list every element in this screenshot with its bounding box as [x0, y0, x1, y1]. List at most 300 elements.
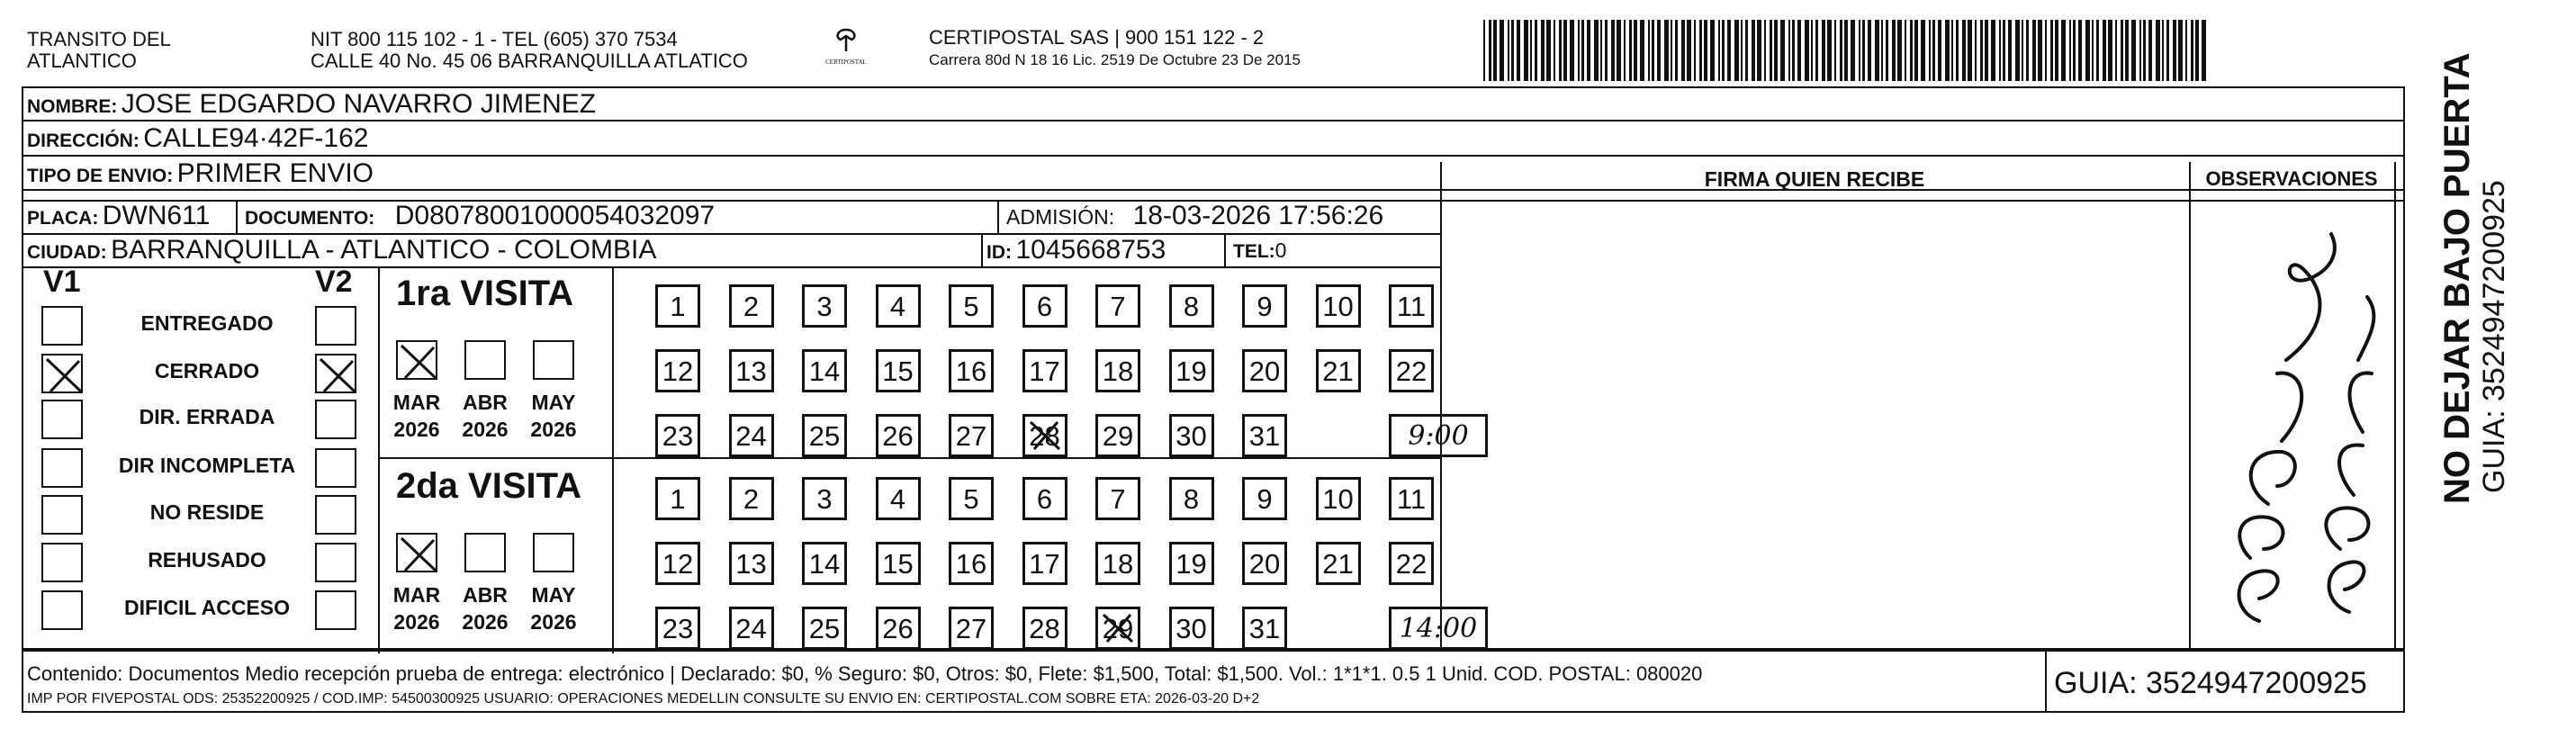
visit2-day-box[interactable]: 25	[802, 607, 847, 650]
tipo-label: TIPO DE ENVIO:	[27, 166, 174, 186]
tipo-envio-row	[27, 158, 374, 189]
v1-checkbox[interactable]	[41, 590, 83, 630]
id-cell	[986, 235, 1166, 266]
visit1-title: 1ra VISITA	[396, 274, 574, 313]
barcode-bar	[1752, 20, 1755, 81]
id-value: 1045668753	[1015, 235, 1166, 265]
visit2-month-checkbox[interactable]	[533, 533, 574, 572]
visit2-time-box[interactable]: 14:00	[1389, 607, 1488, 650]
day-mark-icon	[1025, 417, 1065, 454]
v1-checkbox[interactable]	[41, 354, 83, 393]
visit2-day-box[interactable]: 4	[876, 477, 921, 520]
barcode-bar	[1932, 20, 1935, 81]
visit2-day-box[interactable]: 28	[1022, 607, 1067, 650]
footer-print-line: IMP POR FIVEPOSTAL ODS: 25352200925 / COD.IMP: 54500300925 USUARIO: OPERACIONES MEDELLIN CONSULTE SU ENVIO EN: CERTIPOSTAL.COM SOBRE ETA: 2026-03-20 D+2	[27, 691, 1260, 706]
visit2-day-box[interactable]: 24	[729, 607, 774, 650]
documento-cell	[245, 201, 715, 231]
barcode-bar	[1938, 20, 1941, 81]
barcode-bar	[1764, 20, 1766, 81]
tel-cell	[1233, 238, 1286, 263]
barcode-bar	[1624, 20, 1626, 81]
placa-value: DWN611	[102, 201, 211, 230]
rule	[1224, 233, 1226, 267]
visit1-day-box[interactable]: 18	[1095, 349, 1140, 392]
documento-label: DOCUMENTO:	[245, 208, 375, 229]
barcode-bar	[1788, 20, 1790, 81]
barcode-bar	[1862, 20, 1865, 81]
barcode-bar	[1921, 20, 1925, 81]
barcode-bar	[1851, 20, 1855, 81]
barcode-bar	[1905, 20, 1906, 81]
barcode-bar	[1797, 20, 1801, 81]
barcode-bar	[1792, 20, 1795, 81]
rule	[22, 120, 2405, 122]
barcode-bar	[1805, 20, 1809, 81]
visit2-day-box[interactable]: 10	[1316, 477, 1361, 520]
barcode-bar	[1774, 20, 1778, 81]
barcode-bar	[1727, 20, 1731, 81]
visit1-month-checkbox[interactable]	[533, 340, 574, 380]
company-line-1: CERTIPOSTAL SAS | 900 151 122 - 2	[929, 26, 1265, 49]
rule	[981, 233, 983, 267]
barcode-bar	[1652, 20, 1654, 81]
barcode-bar	[1822, 20, 1825, 81]
barcode-bar	[2156, 20, 2160, 81]
visit2-day-box[interactable]: 22	[1389, 542, 1434, 585]
barcode-bar	[1611, 20, 1615, 81]
status-option-label: REHUSADO	[148, 548, 266, 572]
barcode-bar	[1493, 20, 1497, 81]
barcode-bar	[1699, 20, 1702, 81]
visit1-day-box[interactable]: 15	[876, 349, 921, 392]
barcode-bar	[1489, 20, 1491, 81]
barcode-bar	[2078, 20, 2082, 81]
status-option-label: DIR. ERRADA	[139, 405, 275, 428]
visit2-day-box[interactable]: 6	[1022, 477, 1067, 520]
side-warning: NO DEJAR BAJO PUERTA	[2437, 52, 2477, 504]
visit2-day-box[interactable]: 16	[949, 542, 994, 585]
barcode-bar	[2045, 20, 2047, 81]
nombre-value: JOSE EDGARDO NAVARRO JIMENEZ	[121, 89, 597, 119]
barcode-bar	[2008, 20, 2012, 81]
barcode-bar	[2055, 20, 2058, 81]
barcode-bar	[1517, 20, 1520, 81]
visit2-day-box[interactable]: 30	[1169, 607, 1214, 650]
month-name: ABR	[463, 583, 508, 607]
barcode-bar	[2139, 20, 2141, 81]
month-year: 2026	[462, 418, 509, 441]
visit2-title: 2da VISITA	[396, 466, 581, 506]
v2-checkbox[interactable]	[315, 543, 356, 582]
barcode-bar	[2022, 20, 2023, 81]
visit1-day-box[interactable]: 12	[655, 349, 700, 392]
barcode-bar	[2162, 20, 2164, 81]
visit2-day-box[interactable]: 18	[1095, 542, 1140, 585]
v2-label: V2	[315, 265, 353, 299]
barcode-bar	[1541, 20, 1545, 81]
visit1-day-box[interactable]: 25	[802, 414, 847, 457]
check-mark-icon	[398, 535, 439, 574]
barcode-bar	[1681, 20, 1685, 81]
barcode-bar	[1600, 20, 1602, 81]
visit1-day-box[interactable]: 29	[1095, 414, 1140, 457]
month-year: 2026	[530, 418, 577, 441]
barcode-bar	[2073, 20, 2076, 81]
month-name: MAY	[531, 391, 576, 414]
tipo-value: PRIMER ENVIO	[176, 158, 374, 188]
barcode-bar	[1671, 20, 1672, 81]
rule	[236, 200, 238, 234]
month-name: MAY	[531, 583, 576, 607]
id-label: ID:	[986, 242, 1012, 263]
barcode-bar	[1985, 20, 1988, 81]
v1-checkbox[interactable]	[41, 448, 83, 488]
barcode-bar	[1530, 20, 1532, 81]
barcode-bar	[1840, 20, 1842, 81]
month-year: 2026	[393, 418, 440, 441]
barcode-bar	[2185, 20, 2187, 81]
visit1-day-box[interactable]: 14	[802, 349, 847, 392]
barcode-bar	[2148, 20, 2152, 81]
visit2-day-box[interactable]: 5	[949, 477, 994, 520]
barcode-bar	[1734, 20, 1739, 81]
barcode-bar	[1834, 20, 1836, 81]
v2-checkbox[interactable]	[315, 306, 356, 346]
visit2-day-box[interactable]: 7	[1095, 477, 1140, 520]
barcode-bar	[1687, 20, 1691, 81]
rule	[2403, 648, 2405, 711]
visit2-day-box[interactable]: 14	[802, 542, 847, 585]
visit1-month-label	[522, 389, 585, 443]
visit1-day-box[interactable]: 20	[1242, 349, 1287, 392]
status-option-label: DIFICIL ACCESO	[123, 596, 290, 619]
barcode-bar	[1535, 20, 1537, 81]
month-name: MAR	[392, 391, 441, 414]
rule	[2394, 162, 2396, 648]
barcode-bar	[1500, 20, 1504, 81]
check-mark-icon	[317, 356, 358, 395]
visit1-day-box[interactable]: 6	[1022, 284, 1067, 328]
barcode-bar	[1554, 20, 1555, 81]
visit1-day-box[interactable]: 22	[1389, 349, 1434, 392]
visit2-day-box[interactable]: 19	[1169, 542, 1214, 585]
barcode-bar	[1722, 20, 1725, 81]
rule	[2045, 648, 2047, 711]
visit1-day-box[interactable]: 28	[1022, 414, 1067, 457]
visit1-day-box[interactable]: 5	[949, 284, 994, 328]
visit1-day-box[interactable]: 9	[1242, 284, 1287, 328]
barcode-bar	[1892, 20, 1896, 81]
barcode-bar	[1718, 20, 1720, 81]
ciudad-value: BARRANQUILLA - ATLANTICO - COLOMBIA	[111, 235, 657, 265]
nombre-label: NOMBRE:	[27, 96, 118, 117]
barcode-bar	[1811, 20, 1813, 81]
admision-label: ADMISIÓN:	[1006, 205, 1115, 229]
barcode-bar	[1868, 20, 1871, 81]
month-name: MAR	[392, 583, 441, 607]
barcode-bar	[2202, 20, 2206, 81]
barcode-bar	[2026, 20, 2029, 81]
nit-line: NIT 800 115 102 - 1 - TEL (605) 370 7534	[311, 28, 678, 50]
v2-checkbox[interactable]	[315, 354, 356, 393]
barcode-bar	[1951, 20, 1953, 81]
barcode-bar	[2069, 20, 2071, 81]
barcode-bar	[1634, 20, 1637, 81]
barcode-bar	[1657, 20, 1661, 81]
barcode-bar	[2191, 20, 2193, 81]
observaciones-header: OBSERVACIONES	[2205, 167, 2378, 190]
visit1-day-box[interactable]: 31	[1242, 414, 1287, 457]
nombre-row	[27, 89, 596, 120]
barcode-bar	[1675, 20, 1678, 81]
visit2-day-box[interactable]: 29	[1095, 607, 1140, 650]
address-line: CALLE 40 No. 45 06 BARRANQUILLA ATLATICO	[311, 50, 748, 72]
status-option-label: ENTREGADO	[140, 311, 274, 335]
placa-label: PLACA:	[27, 208, 99, 229]
barcode-bar	[2032, 20, 2036, 81]
barcode-bar	[1757, 20, 1761, 81]
visit2-day-box[interactable]: 20	[1242, 542, 1287, 585]
rule	[22, 155, 2405, 157]
barcode-bar	[1968, 20, 1972, 81]
barcode-bar	[2178, 20, 2183, 81]
direccion-label: DIRECCIÓN:	[27, 130, 140, 151]
visit2-month-label	[385, 581, 448, 635]
barcode-bar	[1910, 20, 1913, 81]
visit2-month-checkbox[interactable]	[464, 533, 506, 572]
logo-icon	[828, 27, 864, 54]
barcode-bar	[1559, 20, 1562, 81]
v1-label: V1	[43, 265, 81, 299]
visit2-day-box[interactable]: 13	[729, 542, 774, 585]
visit1-day-box[interactable]: 19	[1169, 349, 1214, 392]
barcode-bar	[2050, 20, 2053, 81]
company-logo	[810, 27, 882, 66]
direccion-value: CALLE94·42F-162	[143, 123, 369, 153]
barcode-bar	[1815, 20, 1818, 81]
v2-checkbox[interactable]	[315, 590, 356, 630]
month-year: 2026	[462, 610, 509, 634]
visit1-day-box[interactable]: 7	[1095, 284, 1140, 328]
visit2-day-box[interactable]: 21	[1316, 542, 1361, 585]
visit1-day-box[interactable]: 23	[655, 414, 700, 457]
barcode-bar	[1587, 20, 1590, 81]
sender-line-2: ATLANTICO	[27, 50, 137, 72]
check-mark-icon	[398, 342, 439, 382]
visit2-day-box[interactable]: 8	[1169, 477, 1214, 520]
barcode-bar	[1640, 20, 1644, 81]
direccion-row	[27, 123, 368, 154]
barcode-bar	[2108, 20, 2112, 81]
barcode-bar	[2121, 20, 2123, 81]
rule	[612, 266, 614, 653]
visit1-day-box[interactable]: 17	[1022, 349, 1067, 392]
status-option-label: CERRADO	[154, 359, 260, 382]
barcode-bar	[1664, 20, 1669, 81]
status-option-label: NO RESIDE	[149, 500, 265, 524]
footer-content-line: Contenido: Documentos Medio recepción prueba de entrega: electrónico | Declarado: $0, % Seguro: $0, Otros: $0, Flete: $1,500, Total: $1,500. Vol.: 1*1*1. 0.5 1 Unid. COD. POSTAL: 080020	[27, 662, 1703, 685]
barcode-bar	[1881, 20, 1883, 81]
barcode-bar	[2195, 20, 2199, 81]
visit2-day-box[interactable]: 15	[876, 542, 921, 585]
rule	[1440, 162, 1442, 648]
barcode-bar	[1945, 20, 1950, 81]
visit1-day-box[interactable]: 13	[729, 349, 774, 392]
barcode-bar	[1594, 20, 1599, 81]
v1-checkbox[interactable]	[41, 543, 83, 582]
barcode-bar	[1962, 20, 1966, 81]
visit1-day-box[interactable]: 8	[1169, 284, 1214, 328]
visit1-day-box[interactable]: 3	[802, 284, 847, 328]
barcode-bar	[2131, 20, 2136, 81]
v2-checkbox[interactable]	[315, 400, 356, 439]
barcode-bar	[1956, 20, 1959, 81]
barcode-bar	[1710, 20, 1715, 81]
sender-line-1: TRANSITO DEL	[27, 28, 171, 50]
barcode-bar	[1694, 20, 1696, 81]
footer-guia: GUIA: 3524947200925	[2054, 666, 2367, 700]
sender-name	[27, 29, 171, 72]
visit1-day-box[interactable]: 27	[949, 414, 994, 457]
barcode-bar	[1844, 20, 1848, 81]
rule	[378, 457, 1440, 459]
visit2-day-box[interactable]: 31	[1242, 607, 1287, 650]
company-line-2: Carrera 80d N 18 16 Lic. 2519 De Octubre 23 De 2015	[929, 51, 1301, 68]
barcode-bar	[1546, 20, 1551, 81]
visit1-month-checkbox[interactable]	[464, 340, 506, 380]
visit1-day-box[interactable]: 2	[729, 284, 774, 328]
visit2-day-box[interactable]: 3	[802, 477, 847, 520]
visit2-day-box[interactable]: 2	[729, 477, 774, 520]
barcode-bar	[1570, 20, 1574, 81]
barcode-bar	[1875, 20, 1879, 81]
visit2-day-box[interactable]: 1	[655, 477, 700, 520]
v1-checkbox[interactable]	[41, 400, 83, 439]
barcode-bar	[1859, 20, 1860, 81]
month-year: 2026	[393, 610, 440, 634]
visit2-month-checkbox[interactable]	[396, 533, 437, 572]
visit1-day-box[interactable]: 11	[1389, 284, 1434, 328]
rule	[2189, 162, 2191, 648]
barcode-bar	[2092, 20, 2094, 81]
visit1-day-box[interactable]: 24	[729, 414, 774, 457]
barcode-bar	[1745, 20, 1748, 81]
status-option-label: DIR INCOMPLETA	[118, 454, 296, 477]
rule	[997, 200, 999, 234]
barcode-bar	[1704, 20, 1707, 81]
barcode-bar	[1980, 20, 1983, 81]
v1-checkbox[interactable]	[41, 306, 83, 346]
barcode-bar	[1508, 20, 1509, 81]
v2-checkbox[interactable]	[315, 495, 356, 535]
visit2-month-label	[454, 581, 517, 635]
signature-header: FIRMA QUIEN RECIBE	[1704, 167, 1925, 191]
v2-checkbox[interactable]	[315, 448, 356, 488]
barcode	[1483, 20, 2212, 81]
visit2-day-box[interactable]: 12	[655, 542, 700, 585]
visit1-month-label	[454, 389, 517, 443]
visit1-day-box[interactable]: 4	[876, 284, 921, 328]
visit1-time-box[interactable]: 9:00	[1389, 414, 1488, 457]
month-name: ABR	[463, 391, 508, 414]
visit1-day-box[interactable]: 16	[949, 349, 994, 392]
barcode-bar	[1605, 20, 1608, 81]
visit2-day-box[interactable]: 9	[1242, 477, 1287, 520]
barcode-bar	[1483, 20, 1485, 81]
barcode-bar	[2115, 20, 2117, 81]
barcode-bar	[1975, 20, 1977, 81]
visit1-month-label	[385, 389, 448, 443]
v1-checkbox[interactable]	[41, 495, 83, 535]
visit1-day-box[interactable]: 30	[1169, 414, 1214, 457]
barcode-bar	[2103, 20, 2106, 81]
barcode-bar	[1886, 20, 1888, 81]
documento-value: D08078001000054032097	[394, 201, 716, 230]
barcode-bar	[1770, 20, 1772, 81]
month-year: 2026	[530, 610, 577, 634]
ciudad-label: CIUDAD:	[27, 242, 107, 263]
visit1-day-box[interactable]: 1	[655, 284, 700, 328]
barcode-bar	[2085, 20, 2090, 81]
admision-cell	[1006, 201, 1383, 231]
barcode-bar	[2166, 20, 2169, 81]
barcode-bar	[1629, 20, 1632, 81]
barcode-bar	[2143, 20, 2146, 81]
check-mark-icon	[43, 356, 85, 395]
barcode-bar	[2125, 20, 2129, 81]
barcode-bar	[1827, 20, 1832, 81]
barcode-bar	[1991, 20, 1995, 81]
visit2-day-box[interactable]: 23	[655, 607, 700, 650]
barcode-bar	[2003, 20, 2005, 81]
visit2-day-box[interactable]: 11	[1389, 477, 1434, 520]
handwritten-observation	[2196, 216, 2390, 639]
barcode-bar	[1780, 20, 1785, 81]
barcode-bar	[2173, 20, 2176, 81]
barcode-bar	[1617, 20, 1621, 81]
company-info	[929, 27, 1301, 70]
sender-info	[311, 29, 748, 72]
barcode-bar	[1897, 20, 1902, 81]
visit2-day-box[interactable]: 27	[949, 607, 994, 650]
barcode-bar	[2061, 20, 2066, 81]
barcode-bar	[1581, 20, 1584, 81]
barcode-bar	[1929, 20, 1931, 81]
side-guia: GUIA: 3524947200925	[2477, 180, 2511, 493]
barcode-bar	[2015, 20, 2020, 81]
placa-cell	[27, 201, 210, 231]
logo-text: CERTIPOSTAL	[825, 58, 867, 66]
visit2-day-box[interactable]: 17	[1022, 542, 1067, 585]
rule	[22, 711, 2405, 713]
visit1-day-box[interactable]: 21	[1316, 349, 1361, 392]
rule	[22, 266, 1440, 268]
ciudad-cell	[27, 235, 656, 266]
visit2-day-box[interactable]: 26	[876, 607, 921, 650]
rule	[22, 648, 23, 711]
tel-value: 0	[1274, 238, 1287, 262]
visit1-month-checkbox[interactable]	[396, 340, 437, 380]
barcode-bar	[1741, 20, 1743, 81]
admision-value: 18-03-2026 17:56:26	[1132, 201, 1384, 230]
barcode-bar	[1578, 20, 1580, 81]
visit1-day-box[interactable]: 26	[876, 414, 921, 457]
day-mark-icon	[1098, 609, 1138, 647]
rule	[378, 266, 380, 653]
barcode-bar	[2038, 20, 2042, 81]
barcode-bar	[1914, 20, 1918, 81]
visit1-day-box[interactable]: 10	[1316, 284, 1361, 328]
